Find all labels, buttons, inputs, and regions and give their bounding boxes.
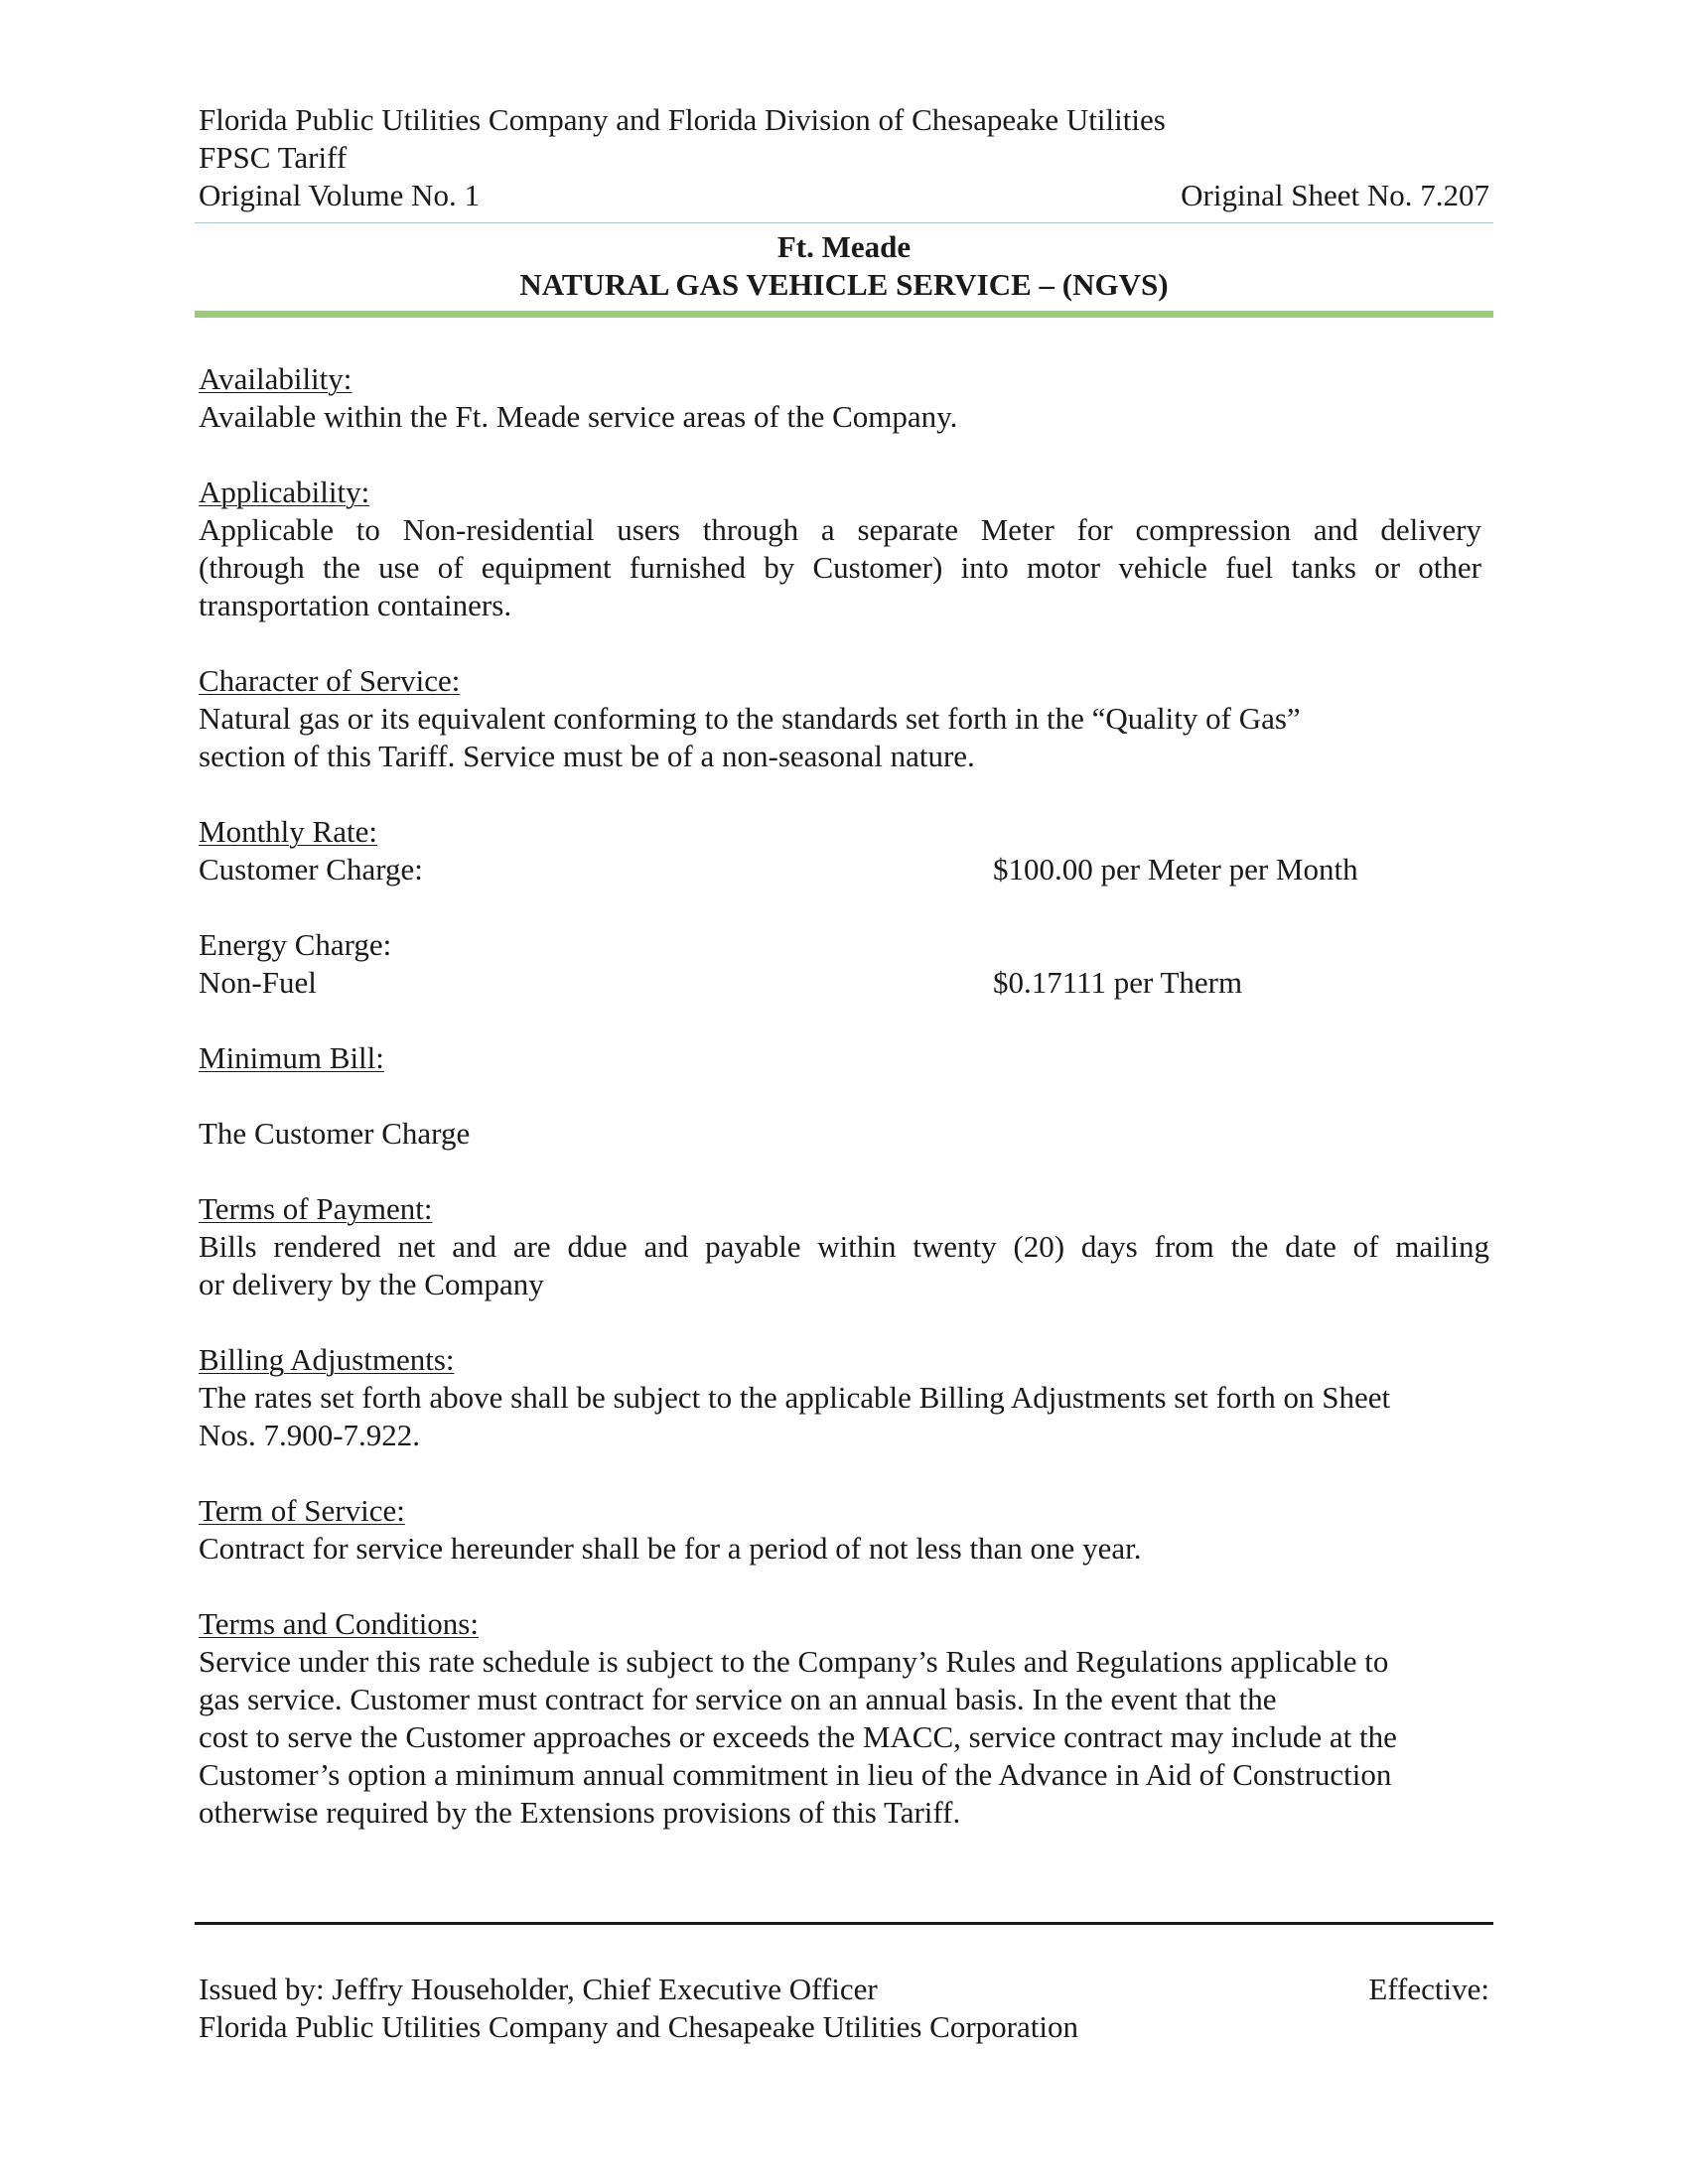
header-divider [195, 222, 1493, 223]
customer-charge-value: $100.00 per Meter per Month [993, 852, 1358, 887]
minimum-bill-heading: Minimum Bill: [199, 1040, 384, 1075]
billing-adjustments-line: The rates set forth above shall be subject to the applicable Billing Adjustments set forth on Sheet [199, 1380, 1391, 1415]
billing-adjustments-line: Nos. 7.900-7.922. [199, 1418, 421, 1452]
terms-and-conditions-text [199, 1643, 1489, 1832]
terms-of-payment-text [199, 1228, 1489, 1303]
character-text [199, 700, 1489, 775]
header-company: Florida Public Utilities Company and Florida Division of Chesapeake Utilities [199, 102, 1166, 137]
energy-charge-label: Energy Charge: [199, 927, 392, 962]
applicability-text [199, 511, 1481, 624]
terms-of-payment-line: Bills rendered net and are ddue and payable within twenty (20) days from the date of mailing [199, 1229, 1489, 1264]
monthly-rate-heading: Monthly Rate: [199, 814, 377, 849]
term-of-service-text: Contract for service hereunder shall be for a period of not less than one year. [199, 1531, 1142, 1566]
title-location: Ft. Meade [776, 229, 912, 264]
title-divider [195, 311, 1493, 318]
terms-and-conditions-line: otherwise required by the Extensions provisions of this Tariff. [199, 1795, 961, 1830]
character-heading: Character of Service: [199, 663, 461, 698]
applicability-line: (through the use of equipment furnished by Customer) into motor vehicle fuel tanks or other [199, 550, 1481, 585]
non-fuel-label: Non-Fuel [199, 965, 317, 1000]
header-sheet-number: Original Sheet No. 7.207 [1181, 178, 1489, 212]
footer-issued-by: Issued by: Jeffry Householder, Chief Executive Officer [199, 1972, 878, 2006]
terms-and-conditions-line: cost to serve the Customer approaches or exceeds the MACC, service contract may include at the [199, 1719, 1397, 1754]
applicability-heading: Applicability: [199, 475, 370, 509]
customer-charge-label: Customer Charge: [199, 852, 423, 887]
applicability-line: transportation containers. [199, 588, 512, 622]
footer-divider [195, 1922, 1493, 1925]
term-of-service-heading: Term of Service: [199, 1493, 405, 1528]
availability-text: Available within the Ft. Meade service areas of the Company. [199, 399, 958, 434]
footer-effective: Effective: [1368, 1972, 1489, 2006]
terms-of-payment-line: or delivery by the Company [199, 1267, 544, 1301]
billing-adjustments-text [199, 1379, 1489, 1454]
availability-heading: Availability: [199, 361, 352, 396]
terms-and-conditions-line: Service under this rate schedule is subject to the Company’s Rules and Regulations applicable to [199, 1644, 1389, 1679]
non-fuel-value: $0.17111 per Therm [993, 965, 1243, 1000]
terms-and-conditions-heading: Terms and Conditions: [199, 1606, 479, 1641]
terms-and-conditions-line: Customer’s option a minimum annual commitment in lieu of the Advance in Aid of Construction [199, 1757, 1392, 1792]
title-service: NATURAL GAS VEHICLE SERVICE – (NGVS) [519, 267, 1169, 302]
terms-of-payment-heading: Terms of Payment: [199, 1191, 433, 1226]
footer-company: Florida Public Utilities Company and Chesapeake Utilities Corporation [199, 2009, 1078, 2044]
applicability-line: Applicable to Non-residential users through a separate Meter for compression and delivery [199, 512, 1481, 547]
minimum-bill-text: The Customer Charge [199, 1116, 471, 1151]
terms-and-conditions-line: gas service. Customer must contract for service on an annual basis. In the event that the [199, 1682, 1277, 1716]
character-line: section of this Tariff. Service must be of a non-seasonal nature. [199, 739, 975, 773]
billing-adjustments-heading: Billing Adjustments: [199, 1342, 455, 1377]
header-tariff: FPSC Tariff [199, 140, 348, 175]
header-volume: Original Volume No. 1 [199, 178, 481, 212]
character-line: Natural gas or its equivalent conforming to the standards set forth in the “Quality of Gas” [199, 701, 1301, 736]
